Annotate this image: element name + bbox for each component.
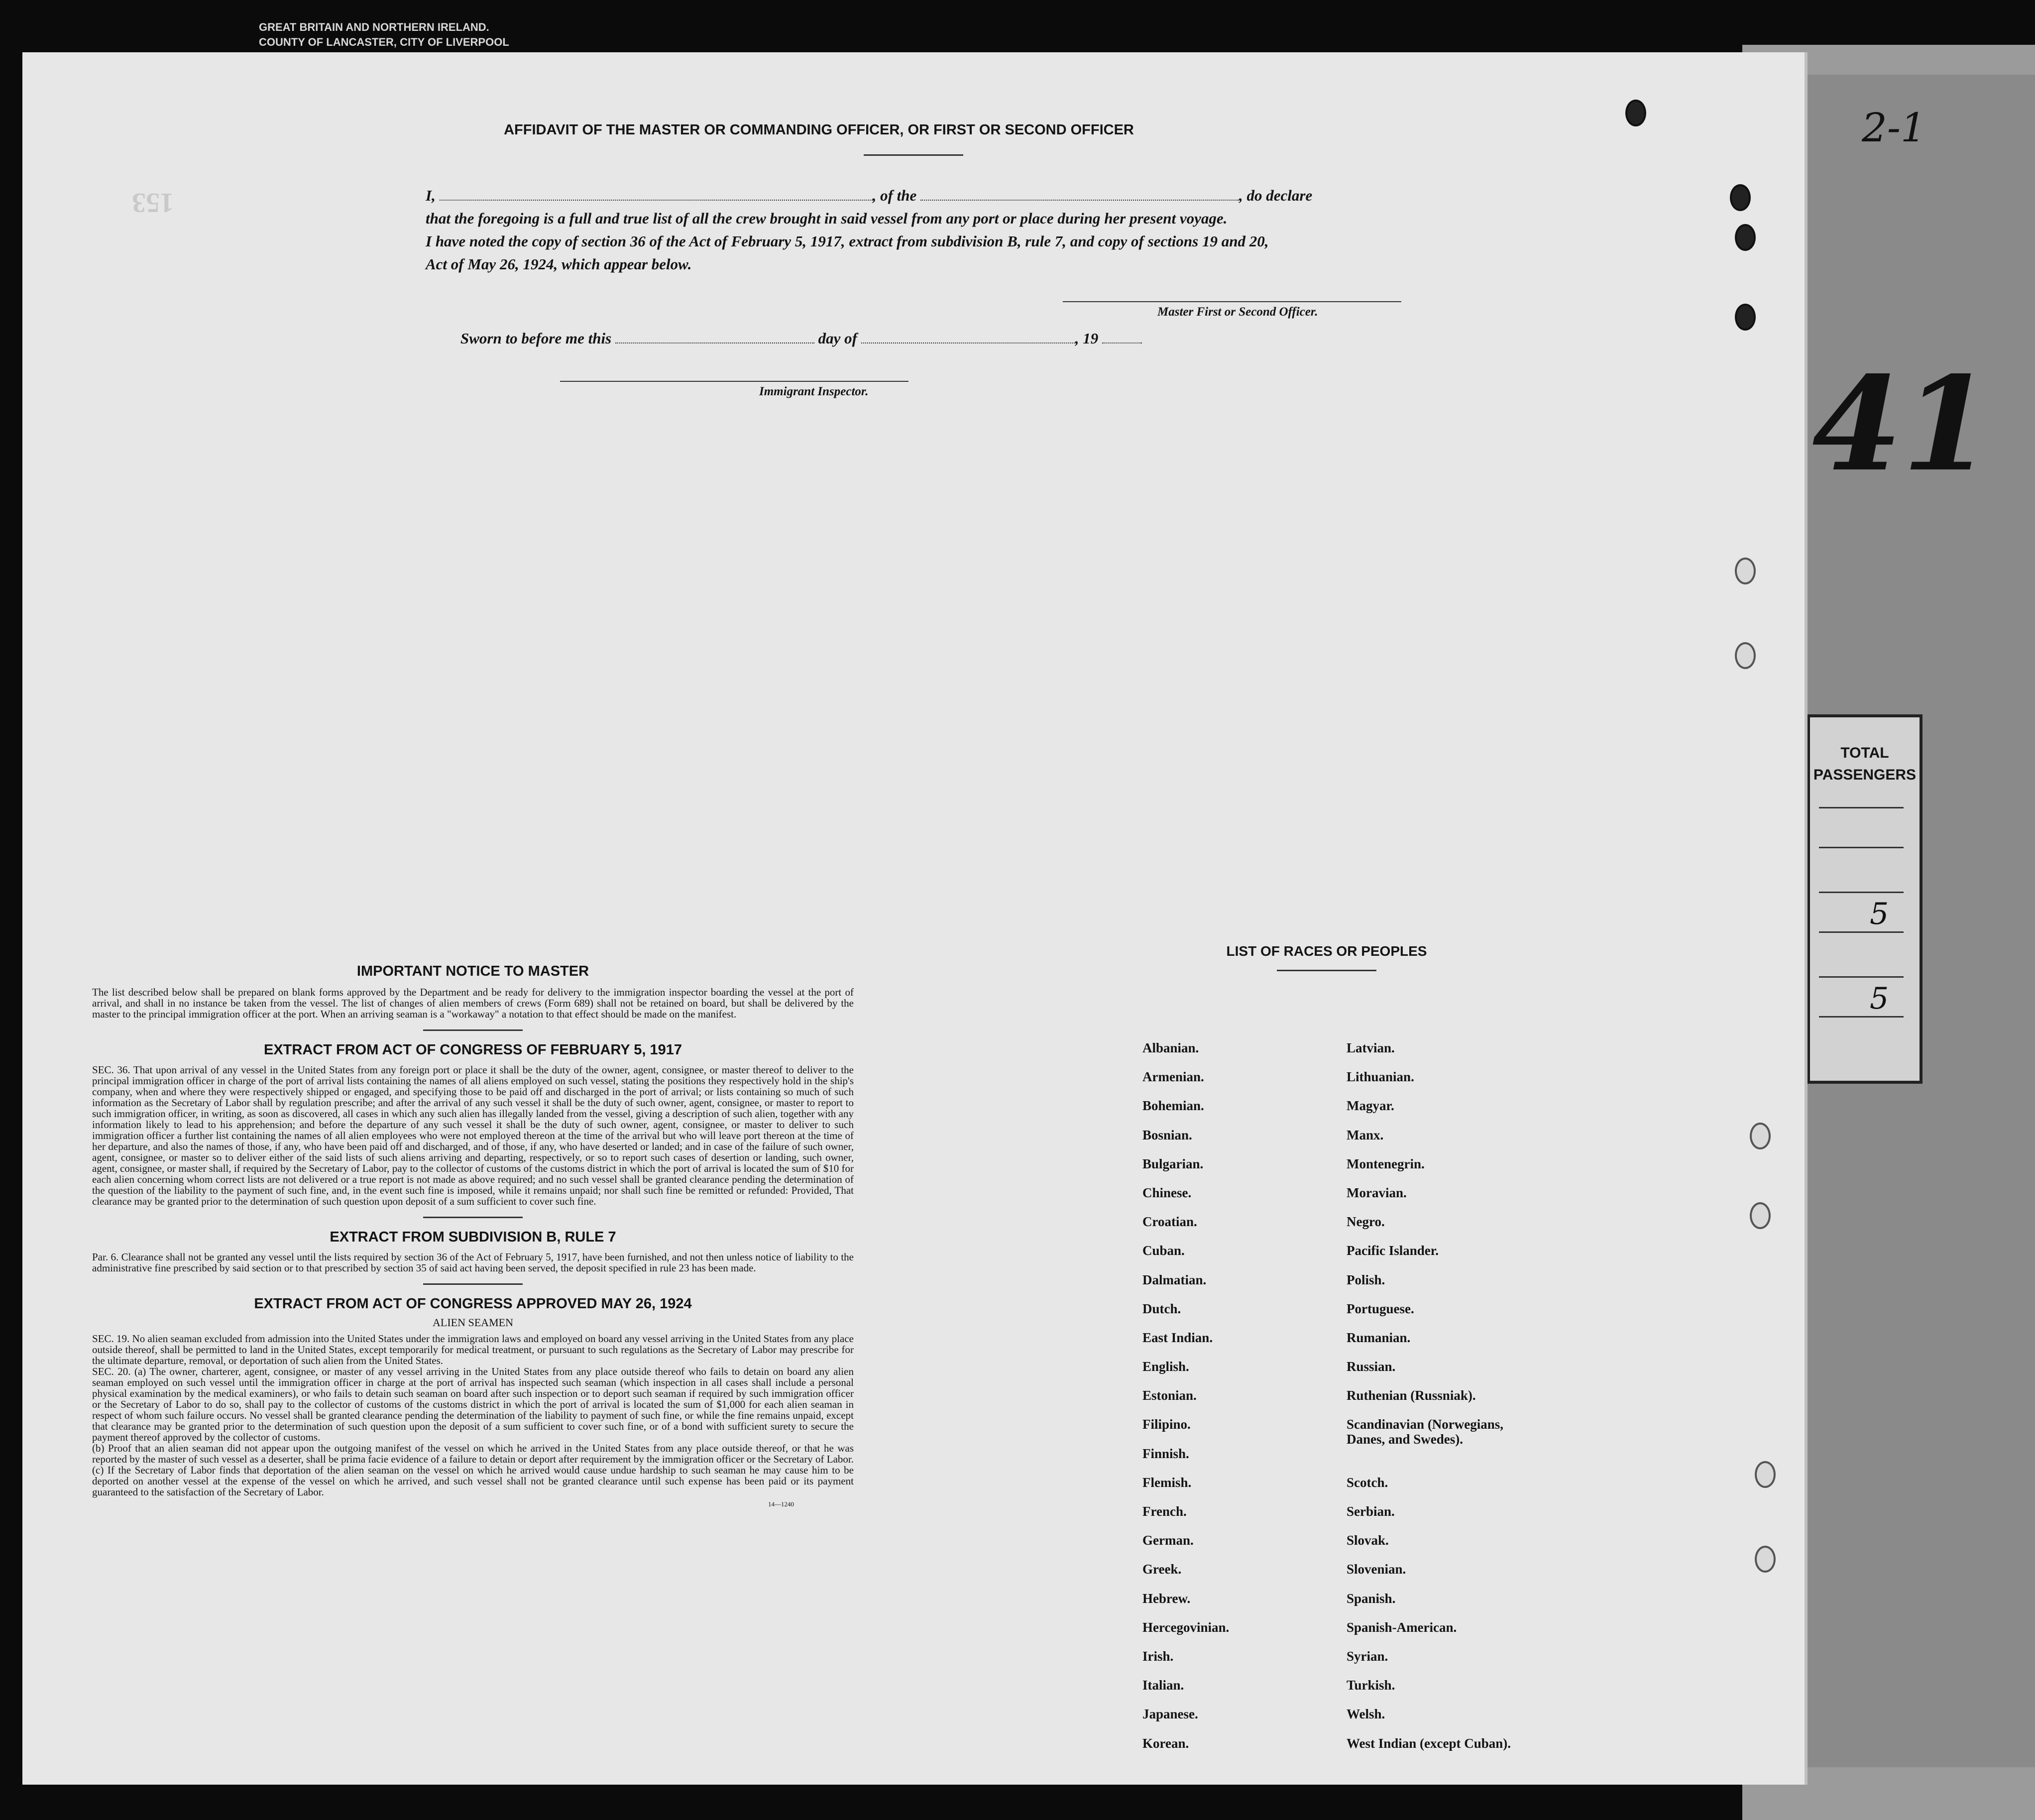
sworn-text: Sworn to before me this <box>460 330 612 347</box>
total-passengers-label: TOTAL PASSENGERS <box>1813 745 1917 783</box>
form-number: 14—1240 <box>768 1500 794 1508</box>
race-item: Montenegrin. <box>1347 1156 1425 1171</box>
race-item: Slovenian. <box>1347 1562 1406 1577</box>
race-item: Portuguese. <box>1347 1301 1414 1316</box>
punch-hole <box>1735 224 1756 251</box>
race-item: Rumanian. <box>1347 1330 1411 1345</box>
race-item: Bosnian. <box>1142 1127 1192 1142</box>
punch-hole <box>1750 1202 1771 1229</box>
race-item: Turkish. <box>1347 1678 1395 1693</box>
race-item: Korean. <box>1142 1735 1189 1751</box>
sworn-day-blank <box>615 333 814 343</box>
inspector-signature-line <box>560 381 908 382</box>
race-item: Spanish-American. <box>1347 1619 1457 1635</box>
day-of-text: day of <box>818 330 857 347</box>
extract-1917-body: SEC. 36. That upon arrival of any vessel in the United States from any foreign port or place it shall be the duty of the owner, agent, consignee, or master thereof to deliver to the principal immigration officer in charge of the port of arrival lists containing the names of all aliens employed on such vessel, stating the positions they respectively hold in the ship's company, when and where they were respectively shipped or engaged, and specifying those to be paid off and discharged in the port of arrival; or lists containing so much of such information as the Secretary of Labor shall by regulation prescribe; and after the arrival of any such vessel it shall be the duty of such owner, agent, consignee, or master to report to such immigration officer, in writing, as soon as discovered, all cases in which any such alien has illegally landed from the vessel, giving a description of such alien, together with any information likely to lead to his apprehension; and before the departure of any such vessel it shall be the duty of such owner, agent, consignee, or master to deliver to such immigration officer a further list containing the names of all alien employees who were not employed thereon at the time of the arrival but who will leave port thereon at the time of her departure, and also the names of those, if any, who have been paid off and discharged, and of those, if any, who have deserted or landed; and in case of the failure of such owner, agent, consignee, or master so to deliver either of the said lists of such aliens arriving and departing, respectively, or so to report such cases of desertion or landing, such owner, agent, consignee, or master shall, if required by the Secretary of Labor, pay to the collector of customs of the customs district in which the port of arrival is located the sum of $10 for each alien concerning whom correct lists are not delivered or a true report is not made as above required; and no such vessel shall be granted clearance pending the determination of the question of the liability to the payment of such fine, and, in the event such fine is imposed, while it remains unpaid; nor shall such fine be remitted or refunded: Provided, That clearance may be granted prior to the determination of such question upon deposit of a sum sufficient to cover such fine. <box>92 1064 854 1207</box>
affidavit-body <box>426 184 1431 276</box>
race-item: Flemish. <box>1142 1475 1192 1490</box>
extract-rule7-title: EXTRACT FROM SUBDIVISION B, RULE 7 <box>330 1229 616 1245</box>
race-item: Spanish. <box>1347 1591 1396 1606</box>
race-item: Croatian. <box>1142 1214 1197 1230</box>
race-item: Irish. <box>1142 1648 1174 1664</box>
race-item: Filipino. <box>1142 1417 1191 1432</box>
corner-note: 2-1 <box>1862 105 1926 151</box>
race-item: Greek. <box>1142 1562 1182 1577</box>
affidavit-line-4: Act of May 26, 1924, which appear below. <box>426 255 692 273</box>
stamp-line-1: GREAT BRITAIN AND NORTHERN IRELAND. <box>259 21 489 33</box>
large-handwritten-mark: 41 <box>1812 348 1992 500</box>
total-value-1: 5 <box>1870 897 1889 931</box>
punch-hole <box>1730 184 1751 211</box>
extract-1924-sec20c: (c) If the Secretary of Labor finds that deportation of the alien seaman on the vessel on which he arrived would cause undue hardship to such seaman he may cause him to be deported on another vessel at the expense of the vessel on which he arrived, and such vessel shall not be granted clearance until such expense has been paid or its payment guaranteed to the satisfaction of the Secretary of Labor. <box>92 1464 854 1498</box>
race-item: Albanian. <box>1142 1040 1199 1055</box>
race-item: Finnish. <box>1142 1446 1189 1461</box>
extract-1924-sec20a: SEC. 20. (a) The owner, charterer, agent, consignee, or master of any vessel arriving in the United States from any place outside thereof who fails to detain on board any alien seaman employed on such vessel until the immigration officer in charge at the port of arrival has inspected such seaman (which inspection in all cases shall include a personal physical examination by the medical examiners), or who fails to detain such seaman on board after such inspection or to deport such seaman if required by such immigration officer or the Secretary of Labor to do so, shall pay to the collector of customs of the customs district in which the port of arrival is located the sum of $1,000 for each alien seaman in respect of whom such failure occurs. No vessel shall be granted clearance pending the determination of the liability to payment of such fine, or while the fine remains unpaid, except that clearance may be granted prior to the determination of such question upon the deposit of a sum sufficient to cover such fine, or of a bond with sufficient surety to secure the payment thereof approved by the collector of customs. <box>92 1365 854 1443</box>
race-item: Chinese. <box>1142 1185 1192 1200</box>
race-item: East Indian. <box>1142 1330 1213 1345</box>
affidavit-title: AFFIDAVIT OF THE MASTER OR COMMANDING OFFICER, OR FIRST OR SECOND OFFICER <box>504 122 1134 138</box>
race-item: Magyar. <box>1347 1098 1394 1114</box>
affidavit-do-declare: , do declare <box>1239 187 1313 204</box>
race-item: Scandinavian (Norwegians, Danes, and Swedes). <box>1347 1417 1504 1447</box>
vessel-blank <box>920 190 1239 201</box>
race-item: Syrian. <box>1347 1648 1388 1664</box>
races-list <box>1142 1040 1581 1765</box>
master-signature-line <box>1063 301 1401 302</box>
race-item: Estonian. <box>1142 1388 1197 1403</box>
total-passengers-box <box>1807 714 1922 1084</box>
sworn-line <box>460 330 1142 347</box>
race-item: Bulgarian. <box>1142 1156 1204 1171</box>
extract-1924-sec20b: (b) Proof that an alien seaman did not appear upon the outgoing manifest of the vessel on which he arrived in the United States from any place outside thereof, or that he was reported by the master of such vessel as a deserter, shall be prima facie evidence of a failure to detain or deport after requirement by the immigration officer or the Secretary of Labor. <box>92 1442 854 1465</box>
inspector-signature-label: Immigrant Inspector. <box>759 385 869 398</box>
race-item: Bohemian. <box>1142 1098 1204 1114</box>
affidavit-line-2: that the foregoing is a full and true list of all the crew brought in said vessel from any port or place during her present voyage. <box>426 210 1228 227</box>
punch-hole <box>1750 1123 1771 1149</box>
race-item: Serbian. <box>1347 1504 1395 1519</box>
notice-title: IMPORTANT NOTICE TO MASTER <box>356 963 589 979</box>
race-item: German. <box>1142 1533 1194 1548</box>
race-item: Italian. <box>1142 1678 1184 1693</box>
affidavit-i: I, <box>426 187 436 204</box>
race-item: Latvian. <box>1347 1040 1395 1055</box>
race-item: Polish. <box>1347 1272 1385 1287</box>
extract-rule7-body: Par. 6. Clearance shall not be granted any vessel until the lists required by section 36 of the Act of February 5, 1917, have been furnished, and not then unless notice of liability to the administrative fine prescribed by said section or to that prescribed by section 35 of said act having been served, the deposit specified in rule 23 has been made. <box>92 1251 854 1274</box>
affidavit-line-3: I have noted the copy of section 36 of the Act of February 5, 1917, extract from subdivision B, rule 7, and copy of sections 19 and 20, <box>426 232 1269 250</box>
name-blank <box>440 190 873 201</box>
race-item: Lithuanian. <box>1347 1069 1414 1085</box>
punch-hole <box>1735 642 1756 669</box>
race-item: Ruthenian (Russniak). <box>1347 1388 1476 1403</box>
race-item: Negro. <box>1347 1214 1385 1230</box>
race-item: Dalmatian. <box>1142 1272 1207 1287</box>
race-item: Russian. <box>1347 1359 1396 1374</box>
race-item: West Indian (except Cuban). <box>1347 1735 1511 1751</box>
total-value-2: 5 <box>1870 981 1889 1016</box>
race-item: Scotch. <box>1347 1475 1388 1490</box>
races-title: LIST OF RACES OR PEOPLES <box>1226 943 1427 959</box>
race-item: Manx. <box>1347 1127 1384 1142</box>
punch-hole <box>1755 1546 1776 1573</box>
manifest-page <box>22 52 1808 1785</box>
race-item: Hebrew. <box>1142 1591 1191 1606</box>
extract-1924-title: EXTRACT FROM ACT OF CONGRESS APPROVED MAY 26, 1924 <box>254 1296 692 1312</box>
alien-seamen-subtitle: ALIEN SEAMEN <box>433 1316 513 1329</box>
race-item: Moravian. <box>1347 1185 1407 1200</box>
page-number-mark: 153 <box>132 187 174 218</box>
location-stamp <box>259 20 577 50</box>
punch-hole <box>1625 100 1646 126</box>
race-item: Japanese. <box>1142 1706 1198 1722</box>
race-item: Pacific Islander. <box>1347 1243 1439 1258</box>
punch-hole <box>1735 304 1756 331</box>
race-item: Hercegovinian. <box>1142 1619 1230 1635</box>
master-signature-label: Master First or Second Officer. <box>1157 305 1318 319</box>
extract-1924-sec19: SEC. 19. No alien seaman excluded from admission into the United States under the immigration laws and employed on board any vessel arriving in the United States from any place outside thereof, shall be permitted to land in the United States, except temporarily for medical treatment, or pursuant to such regulations as the Secretary of Labor may prescribe for the ultimate departure, removal, or deportation of such alien from the United States. <box>92 1333 854 1366</box>
punch-hole <box>1755 1461 1776 1488</box>
race-item <box>1347 1446 1581 1475</box>
extract-1917-title: EXTRACT FROM ACT OF CONGRESS OF FEBRUARY 5, 1917 <box>263 1042 682 1058</box>
sworn-month-blank <box>861 333 1075 343</box>
year-text: , 19 <box>1075 330 1099 347</box>
notice-body: The list described below shall be prepared on blank forms approved by the Department and be ready for delivery to the immigration inspector boarding the vessel at the port of arrival, and shall in no instance be taken from the vessel. The list of changes of alien members of crews (Form 689) shall not be retained on board, but shall be delivered by the master to the principal immigration officer at the port. When an arriving seaman is a "workaway" a notation to that effect should be made on the manifest. <box>92 986 854 1020</box>
notice-section <box>92 963 854 1508</box>
race-item: Slovak. <box>1347 1533 1389 1548</box>
race-item: English. <box>1142 1359 1189 1374</box>
sworn-year-blank <box>1102 333 1142 343</box>
race-item: Cuban. <box>1142 1243 1185 1258</box>
race-item: Dutch. <box>1142 1301 1181 1316</box>
race-item: Welsh. <box>1347 1706 1385 1722</box>
affidavit-of-the: , of the <box>872 187 917 204</box>
race-item: French. <box>1142 1504 1187 1519</box>
race-item: Armenian. <box>1142 1069 1204 1085</box>
punch-hole <box>1735 558 1756 584</box>
stamp-line-2: COUNTY OF LANCASTER, CITY OF LIVERPOOL <box>259 36 509 48</box>
